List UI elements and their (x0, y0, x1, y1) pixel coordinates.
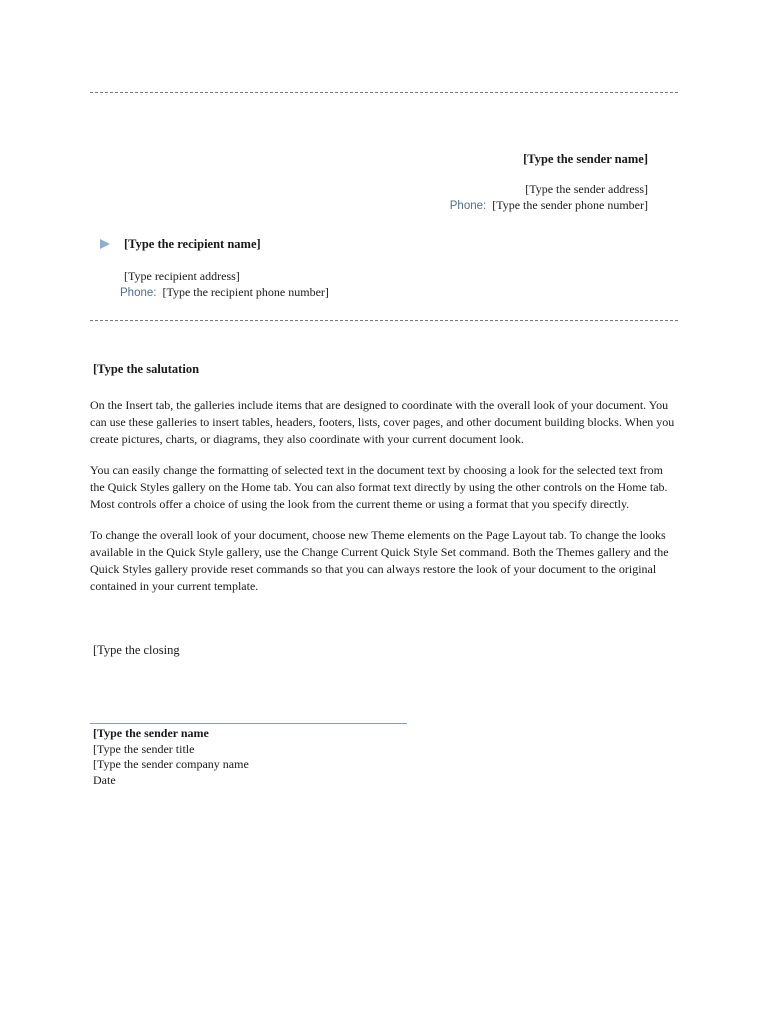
recipient-name[interactable]: [Type the recipient name] (124, 237, 261, 251)
signature-block (93, 726, 249, 788)
letter-body (90, 397, 675, 609)
signature-name[interactable]: [Type the sender name (93, 726, 209, 740)
sender-phone-label: Phone: (449, 200, 487, 212)
sender-address[interactable]: [Type the sender address] (525, 182, 648, 196)
triangle-right-icon (100, 239, 110, 249)
signature-company[interactable]: [Type the sender company name (93, 757, 249, 771)
signature-date[interactable]: Date (93, 772, 116, 787)
salutation[interactable]: [Type the salutation (93, 362, 200, 376)
recipient-phone[interactable]: [Type the recipient phone number] (162, 285, 329, 299)
body-paragraph[interactable]: On the Insert tab, the galleries include items that are designed to coordinate with the overall look of your document. You can use these galleries to insert tables, headers, footers, lists, cover pages, and other document building blocks. When you create pictures, charts, or diagrams, they also coordinate with your current document look. (90, 398, 675, 446)
recipient-phone-label: Phone: (120, 287, 157, 299)
recipient-phone-row (120, 284, 329, 301)
sender-phone[interactable]: [Type the sender phone number] (492, 198, 648, 212)
body-paragraph[interactable]: To change the overall look of your document, choose new Theme elements on the Page Layout tab. To change the looks available in the Quick Style gallery, use the Change Current Quick Style Set command. Both the Themes gallery and the Quick Styles gallery provide reset commands so that you can always restore the look of your document to the original contained in your current template. (90, 528, 669, 593)
body-paragraph[interactable]: You can easily change the formatting of selected text in the document text by choosing a look for the selected text from the Quick Styles gallery on the Home tab. You can also format text directly by using the other controls on the Home tab. Most controls offer a choice of using the look from the current theme or using a format that you specify directly. (90, 463, 668, 511)
sender-block (450, 151, 648, 214)
middle-divider (90, 320, 678, 321)
signature-title[interactable]: [Type the sender title (93, 741, 195, 756)
recipient-block (100, 236, 329, 301)
recipient-name-row (100, 236, 329, 252)
closing[interactable]: [Type the closing (93, 643, 180, 657)
sender-name[interactable]: [Type the sender name] (523, 152, 648, 166)
sender-phone-row (450, 197, 648, 214)
top-divider (90, 92, 678, 93)
recipient-address[interactable]: [Type recipient address] (124, 269, 240, 283)
signature-line (90, 723, 407, 724)
